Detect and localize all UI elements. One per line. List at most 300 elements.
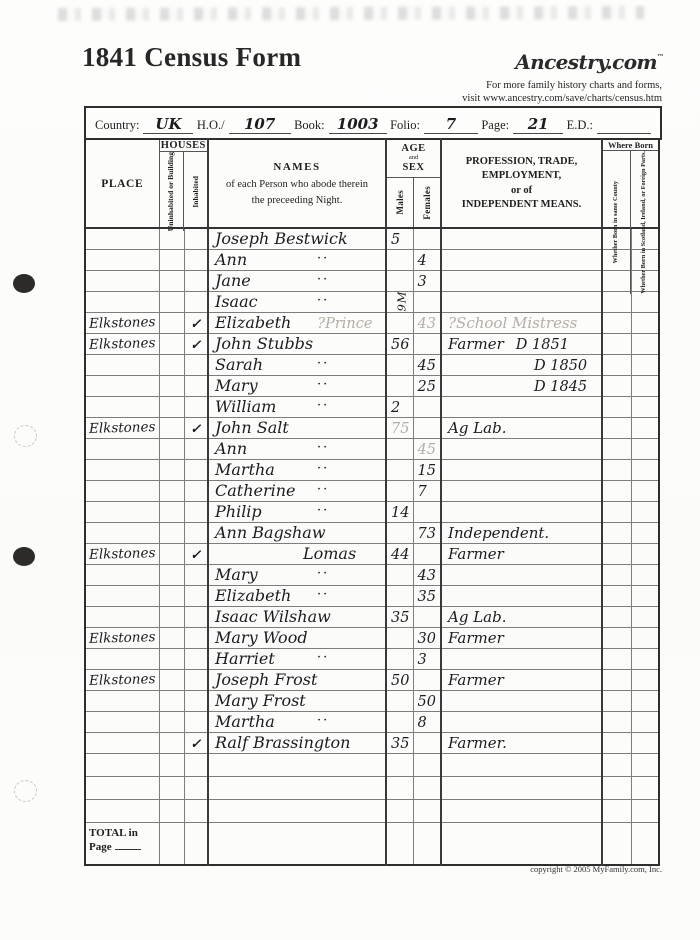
name-cell (208, 460, 386, 481)
profession-cell (441, 670, 602, 691)
census-row (85, 481, 659, 502)
person-name: Elizabeth (215, 586, 292, 605)
males-cell (386, 544, 413, 565)
empty-cell (386, 823, 413, 866)
name-cell (208, 292, 386, 313)
profession-note: D 1850 (534, 358, 588, 374)
females-cell (413, 691, 441, 712)
uninhabited-cell (159, 649, 184, 670)
profession-cell (441, 544, 602, 565)
whether-elsewhere-cell (631, 502, 659, 523)
females-cell (413, 502, 441, 523)
profession-cell (441, 460, 602, 481)
empty-cell (441, 754, 602, 777)
whether-same-county-cell (602, 544, 631, 565)
uninhabited-cell (159, 355, 184, 376)
males-cell (386, 565, 413, 586)
males-cell (386, 460, 413, 481)
name-cell (208, 355, 386, 376)
name-cell (208, 565, 386, 586)
page-label: Page: (481, 118, 510, 132)
ho-value: 107 (229, 117, 291, 134)
whether-elsewhere-cell (631, 691, 659, 712)
name-cell (208, 586, 386, 607)
whether-elsewhere-cell (631, 397, 659, 418)
name-cell (208, 670, 386, 691)
whether-same-county-cell (602, 439, 631, 460)
place-cell (85, 691, 159, 712)
empty-row (85, 777, 659, 800)
females-cell (413, 250, 441, 271)
name-cell (208, 502, 386, 523)
profession-entry: Ag Lab. (448, 608, 507, 626)
empty-cell (159, 754, 184, 777)
field-page (481, 117, 563, 134)
whether-elsewhere-cell (631, 481, 659, 502)
inhabited-checkmark: ✓ (190, 737, 202, 752)
empty-cell (159, 777, 184, 800)
place-cell (85, 628, 159, 649)
empty-cell (602, 823, 631, 866)
person-name: Joseph Bestwick (215, 229, 348, 248)
females-cell (413, 418, 441, 439)
place-cell (85, 397, 159, 418)
uninhabited-cell (159, 691, 184, 712)
census-row (85, 228, 659, 250)
person-name: Ralf Brassington (215, 733, 351, 752)
name-cell (208, 691, 386, 712)
females-cell (413, 649, 441, 670)
inhabited-cell (184, 228, 208, 250)
female-age: 25 (417, 379, 436, 395)
person-name: Philip (215, 502, 262, 521)
header-houses-group (159, 139, 208, 232)
profession-cell (441, 481, 602, 502)
female-age: 50 (417, 694, 436, 710)
place-cell (85, 271, 159, 292)
inhabited-cell (184, 250, 208, 271)
whether-elsewhere-cell (631, 712, 659, 733)
ed-label: E.D.: (566, 118, 593, 132)
profession-cell (441, 271, 602, 292)
place-entry: Elkstones (88, 545, 156, 563)
uninhabited-cell (159, 502, 184, 523)
males-cell (386, 439, 413, 460)
females-cell (413, 523, 441, 544)
hole-punch-faint (14, 425, 37, 447)
female-age: 4 (417, 253, 427, 269)
profession-entry: Farmer (448, 671, 504, 689)
total-label: TOTAL in (89, 827, 138, 839)
empty-cell (386, 777, 413, 800)
whether-elsewhere-cell (631, 607, 659, 628)
header-males: Males (395, 190, 405, 215)
folio-label: Folio: (390, 118, 420, 132)
place-cell (85, 733, 159, 754)
person-name: Ann Bagshaw (215, 523, 326, 542)
header-place: PLACE (85, 139, 159, 228)
empty-row (85, 754, 659, 777)
reference-info-bar (84, 106, 662, 140)
scan-artifact-top (58, 6, 644, 21)
place-cell (85, 292, 159, 313)
name-cell (208, 439, 386, 460)
uninhabited-cell (159, 733, 184, 754)
whether-elsewhere-cell (631, 565, 659, 586)
header-females: Females (413, 178, 440, 227)
person-name: Jane (215, 271, 251, 290)
males-cell (386, 271, 413, 292)
place-entry: Elkstones (88, 671, 156, 689)
header-where-born-group (602, 139, 659, 294)
whether-same-county-cell (602, 523, 631, 544)
header-names: NAMES of each Person who abode therein the preceeding Night. (208, 139, 386, 228)
person-name: Mary Frost (215, 691, 306, 710)
person-name: Sarah (215, 355, 263, 374)
whether-same-county-cell (602, 586, 631, 607)
empty-cell (602, 800, 631, 823)
females-cell (413, 586, 441, 607)
whether-same-county-cell (602, 565, 631, 586)
females-cell (413, 439, 441, 460)
field-folio (390, 117, 478, 134)
inhabited-cell (184, 712, 208, 733)
census-row (85, 271, 659, 292)
copyright-text: copyright © 2005 MyFamily.com, Inc. (530, 864, 662, 874)
males-cell (386, 670, 413, 691)
person-name: Ann (215, 439, 248, 458)
whether-same-county-cell (602, 376, 631, 397)
profession-cell (441, 313, 602, 334)
trademark-mark: ™ (657, 52, 664, 61)
females-cell (413, 271, 441, 292)
whether-same-county-cell (602, 502, 631, 523)
inhabited-cell (184, 670, 208, 691)
person-name: Lomas (303, 544, 357, 563)
place-cell (85, 376, 159, 397)
place-cell (85, 712, 159, 733)
males-cell (386, 481, 413, 502)
person-name: Isaac Wilshaw (215, 607, 331, 626)
hole-punch (13, 547, 35, 566)
place-entry: Elkstones (88, 335, 156, 353)
total-row (85, 823, 659, 866)
empty-cell (413, 777, 441, 800)
empty-cell (184, 754, 208, 777)
uninhabited-cell (159, 376, 184, 397)
census-row (85, 418, 659, 439)
uninhabited-cell (159, 292, 184, 313)
profession-cell (441, 712, 602, 733)
whether-elsewhere-cell (631, 418, 659, 439)
empty-row (85, 800, 659, 823)
males-cell (386, 586, 413, 607)
inhabited-cell (184, 376, 208, 397)
place-cell (85, 481, 159, 502)
place-cell (85, 649, 159, 670)
promo-text (462, 80, 662, 105)
whether-same-county-cell (602, 355, 631, 376)
male-age: 50 (391, 673, 410, 689)
whether-same-county-cell (602, 691, 631, 712)
ditto-mark: ·· (317, 440, 330, 455)
place-cell (85, 460, 159, 481)
empty-cell (386, 754, 413, 777)
inhabited-cell (184, 355, 208, 376)
uninhabited-cell (159, 544, 184, 565)
male-age: 14 (391, 505, 410, 521)
female-age: 73 (417, 526, 436, 542)
ditto-mark: ·· (317, 377, 330, 392)
total-cell (85, 823, 159, 866)
profession-cell (441, 691, 602, 712)
census-row (85, 460, 659, 481)
profession-entry: Farmer. (448, 734, 507, 752)
inhabited-cell (184, 691, 208, 712)
census-row (85, 586, 659, 607)
place-cell (85, 313, 159, 334)
name-cell (208, 523, 386, 544)
name-cell (208, 397, 386, 418)
profession-cell (441, 250, 602, 271)
whether-same-county-cell (602, 733, 631, 754)
place-cell (85, 228, 159, 250)
place-cell (85, 523, 159, 544)
person-name: Joseph Frost (215, 670, 318, 689)
empty-cell (159, 800, 184, 823)
census-row (85, 439, 659, 460)
whether-same-county-cell (602, 460, 631, 481)
uninhabited-cell (159, 460, 184, 481)
males-cell (386, 649, 413, 670)
uninhabited-cell (159, 313, 184, 334)
whether-elsewhere-cell (631, 649, 659, 670)
ho-label: H.O./ (196, 118, 225, 132)
empty-cell (208, 754, 386, 777)
female-age: 3 (417, 652, 427, 668)
census-row (85, 376, 659, 397)
empty-cell (85, 777, 159, 800)
females-cell (413, 607, 441, 628)
profession-cell (441, 733, 602, 754)
empty-cell (208, 777, 386, 800)
profession-cell (441, 565, 602, 586)
female-age: 35 (417, 589, 436, 605)
inhabited-checkmark: ✓ (190, 338, 202, 353)
header-houses: HOUSES (160, 140, 206, 151)
folio-value: 7 (424, 117, 478, 134)
inhabited-cell (184, 628, 208, 649)
name-cell (208, 712, 386, 733)
female-age: 30 (417, 631, 436, 647)
place-cell (85, 439, 159, 460)
whether-same-county-cell (602, 418, 631, 439)
whether-same-county-cell (602, 481, 631, 502)
profession-cell (441, 439, 602, 460)
male-age: 56 (391, 337, 410, 353)
empty-cell (184, 800, 208, 823)
name-cell (208, 334, 386, 355)
uninhabited-cell (159, 250, 184, 271)
females-cell (413, 628, 441, 649)
inhabited-checkmark: ✓ (190, 317, 202, 332)
promo-line-1: For more family history charts and forms, (486, 80, 662, 91)
males-cell (386, 502, 413, 523)
census-row (85, 355, 659, 376)
inhabited-cell (184, 397, 208, 418)
census-row (85, 691, 659, 712)
females-cell (413, 481, 441, 502)
person-name: William (215, 397, 277, 416)
empty-cell (184, 823, 208, 866)
page-value: 21 (513, 117, 563, 134)
person-name: Catherine (215, 481, 296, 500)
field-country (95, 117, 193, 134)
inhabited-cell (184, 649, 208, 670)
profession-cell (441, 292, 602, 313)
males-cell (386, 418, 413, 439)
uninhabited-cell (159, 481, 184, 502)
place-entry: Elkstones (88, 629, 156, 647)
person-name: John Salt (215, 418, 289, 437)
whether-elsewhere-cell (631, 523, 659, 544)
person-name: Mary (215, 565, 258, 584)
name-cell (208, 544, 386, 565)
whether-elsewhere-cell (631, 355, 659, 376)
census-row (85, 544, 659, 565)
census-row (85, 649, 659, 670)
empty-cell (631, 777, 659, 800)
male-age: 9M (394, 290, 409, 312)
inhabited-cell (184, 523, 208, 544)
empty-cell (441, 823, 602, 866)
uninhabited-cell (159, 628, 184, 649)
ed-value (597, 132, 651, 134)
header-inhabited: Inhabited (183, 152, 207, 231)
census-row (85, 313, 659, 334)
name-cell (208, 313, 386, 334)
profession-cell (441, 628, 602, 649)
name-cell (208, 250, 386, 271)
males-cell (386, 691, 413, 712)
uninhabited-cell (159, 523, 184, 544)
empty-cell (631, 823, 659, 866)
uninhabited-cell (159, 334, 184, 355)
whether-same-county-cell (602, 670, 631, 691)
book-value: 1003 (329, 117, 387, 134)
place-entry: Elkstones (88, 419, 156, 437)
book-label: Book: (294, 118, 325, 132)
male-age: 35 (391, 736, 410, 752)
ditto-mark: ·· (317, 461, 330, 476)
ditto-mark: ·· (317, 566, 330, 581)
promo-line-2: visit www.ancestry.com/save/charts/census.htm (462, 92, 662, 104)
header-wb-same-county: Whether Born in same County (612, 181, 620, 264)
empty-cell (159, 823, 184, 866)
ditto-mark: ·· (317, 650, 330, 665)
profession-cell (441, 586, 602, 607)
place-cell (85, 607, 159, 628)
census-row (85, 523, 659, 544)
inhabited-cell (184, 313, 208, 334)
header-age-sex-group (386, 139, 441, 228)
profession-cell (441, 397, 602, 418)
empty-cell (413, 754, 441, 777)
female-age: 43 (417, 316, 436, 332)
page-title: 1841 Census Form (82, 42, 302, 72)
whether-elsewhere-cell (631, 586, 659, 607)
inhabited-cell (184, 502, 208, 523)
female-age: 15 (417, 463, 436, 479)
place-cell (85, 334, 159, 355)
whether-elsewhere-cell (631, 313, 659, 334)
ditto-mark: ·· (317, 272, 330, 287)
female-age: 43 (417, 568, 436, 584)
females-cell (413, 733, 441, 754)
inhabited-cell (184, 418, 208, 439)
header-where-born: Where Born (603, 140, 658, 151)
place-cell (85, 586, 159, 607)
males-cell (386, 628, 413, 649)
males-cell (386, 228, 413, 250)
name-cell (208, 628, 386, 649)
empty-cell (602, 777, 631, 800)
profession-entry: Ag Lab. (448, 419, 507, 437)
ancestry-logo (515, 50, 664, 74)
profession-cell (441, 228, 602, 250)
person-name: Martha (215, 460, 275, 479)
census-table (84, 138, 660, 866)
whether-same-county-cell (602, 313, 631, 334)
females-cell (413, 228, 441, 250)
empty-cell (208, 800, 386, 823)
whether-same-county-cell (602, 649, 631, 670)
place-cell (85, 418, 159, 439)
header-wb-elsewhere: Whether Born in Scotland, Ireland, or Foreign Parts. (630, 151, 658, 294)
female-age: 7 (417, 484, 427, 500)
whether-elsewhere-cell (631, 376, 659, 397)
profession-entry: Farmer (448, 545, 504, 563)
males-cell (386, 292, 413, 313)
male-age: 44 (391, 547, 410, 563)
female-age: 8 (417, 715, 427, 731)
person-name: John Stubbs (215, 334, 314, 353)
whether-same-county-cell (602, 397, 631, 418)
whether-elsewhere-cell (631, 292, 659, 313)
person-name: Isaac (215, 292, 258, 311)
uninhabited-cell (159, 418, 184, 439)
name-cell (208, 418, 386, 439)
ditto-mark: ·· (317, 356, 330, 371)
total-page-label: Page (89, 841, 112, 853)
profession-cell (441, 355, 602, 376)
name-cell (208, 271, 386, 292)
empty-cell (208, 823, 386, 866)
uninhabited-cell (159, 607, 184, 628)
profession-note: D 1851 (515, 337, 569, 353)
males-cell (386, 733, 413, 754)
ditto-mark: ·· (317, 503, 330, 518)
field-book (294, 117, 387, 134)
inhabited-cell (184, 271, 208, 292)
name-cell (208, 607, 386, 628)
inhabited-cell (184, 565, 208, 586)
uninhabited-cell (159, 670, 184, 691)
field-ho (197, 117, 291, 134)
empty-cell (441, 777, 602, 800)
logo-text: Ancestry.com (515, 50, 657, 74)
total-blank-line (115, 849, 141, 850)
